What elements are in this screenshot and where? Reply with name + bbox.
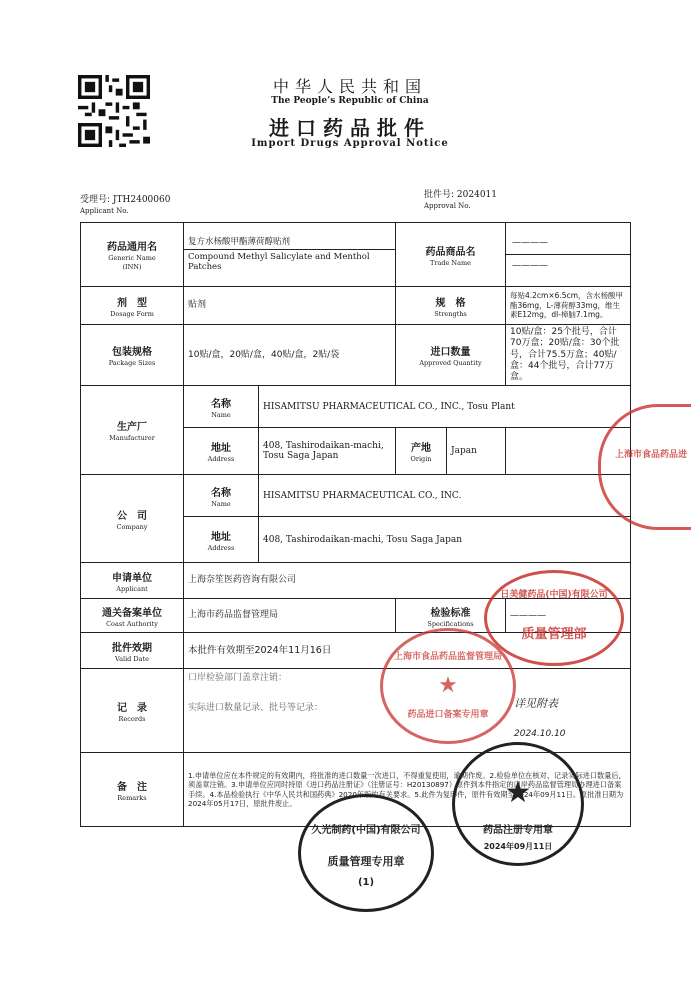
package-value: 10贴/盒，20贴/盒，40贴/盒，2贴/袋 bbox=[184, 325, 396, 386]
strength-value: 每贴4.2cm×6.5cm，含水杨酸甲酯36mg，L-薄荷醇33mg，维生素E12mg，dl-樟脑7.1mg。 bbox=[506, 287, 631, 325]
quantity-value: 10贴/盒：25个批号，合计70万盒；20贴/盒：30个批号，合计75.5万盒；40贴/盒：44个批号，合计77万盒。 bbox=[506, 325, 631, 386]
company-address-label: 地址 Address bbox=[184, 517, 259, 563]
stamp5-text: 上海市食品药品进 bbox=[614, 450, 687, 460]
applicant-no-label-en: Applicant No. bbox=[80, 207, 129, 215]
approval-no: 2024011 bbox=[456, 190, 498, 200]
manufacturer-address: 408, Tashirodaikan-machi, Tosu Saga Japan bbox=[259, 428, 396, 475]
company-label: 公 司 Company bbox=[81, 475, 184, 563]
stamp4-text: 药品注册专用章 bbox=[483, 825, 553, 836]
origin-label: 产地 Origin bbox=[396, 428, 447, 474]
records-label: 记 录 Records bbox=[81, 669, 184, 753]
applicant-no-block bbox=[80, 192, 170, 215]
stamp-quality-management bbox=[298, 794, 434, 912]
company-name: HISAMITSU PHARMACEUTICAL CO., INC. bbox=[259, 475, 631, 517]
stamp-quality-dept bbox=[484, 570, 624, 666]
records-line-2: 实际进口数量记录、批号等记录： bbox=[188, 702, 324, 713]
dosage-value: 贴剂 bbox=[184, 287, 396, 325]
stamp4-date: 2024年09月11日 bbox=[483, 842, 553, 851]
stamp2-top-text: 日美健药品(中国)有限公司 bbox=[500, 590, 608, 600]
stamp1-bottom-text: 药品进口备案专用章 bbox=[407, 710, 489, 720]
stamp2-bottom-text: 质量管理部 bbox=[521, 627, 587, 642]
stamp1-top-text: 上海市食品药品监督管理局 bbox=[393, 652, 502, 662]
applicant-no: JTH2400060 bbox=[112, 195, 171, 205]
manufacturer-label: 生产厂 Manufacturer bbox=[81, 386, 184, 475]
stamp-drug-registration bbox=[452, 742, 584, 866]
generic-value-cn: 复方水杨酸甲酯薄荷醇贴剂 bbox=[184, 235, 395, 251]
applicant-label: 申请单位 Applicant bbox=[81, 563, 184, 599]
generic-label: 药品通用名 Generic Name (INN) bbox=[81, 223, 184, 287]
coast-value: 上海市药品监督管理局 bbox=[184, 599, 396, 633]
star-icon: ★ bbox=[504, 775, 532, 810]
company-address: 408, Tashirodaikan-machi, Tosu Saga Japan bbox=[259, 517, 631, 563]
records-handwriting: 详见附表 bbox=[514, 697, 558, 711]
origin-value: Japan bbox=[451, 446, 477, 457]
validity-label: 批件效期 Valid Date bbox=[81, 633, 184, 669]
remarks-value: 1.申请单位应在本件规定的有效期内，将批准的进口数量一次进口，不得重复使用，逾期作废。2.检验单位在核对、记录实际进口数量后，须盖章注销。3.申请单位应同时持原《进口药品注册证》（注册证号：H20130897）原件到本件指定的口岸药品监督管理局办理进口备案手续。4.本品检验执行《中华人民共和国药典》2020年版的有关要求。5.此件为复印件，原件有效期至2024年09月11日。原批准日期为2024年05月17日，原批件废止。 bbox=[184, 753, 631, 827]
company-name-label: 名称 Name bbox=[184, 475, 259, 517]
generic-value-en: Compound Methyl Salicylate and Menthol Patches bbox=[188, 252, 370, 273]
trade-value-2: ———— bbox=[512, 261, 548, 271]
applicant-no-label: 受理号: bbox=[80, 195, 111, 205]
records-line-1: 口岸检验部门盖章注销： bbox=[188, 673, 288, 684]
spec-label: 检验标准 Specifications bbox=[396, 599, 506, 633]
approval-table bbox=[80, 222, 631, 827]
strength-label: 规 格 Strengths bbox=[396, 287, 506, 325]
name-label: 名称 Name bbox=[184, 386, 259, 428]
stamp3-number: (1) bbox=[357, 877, 375, 888]
trade-value-1: ———— bbox=[506, 232, 630, 255]
star-icon: ★ bbox=[438, 673, 458, 698]
stamp3-bottom-text: 质量管理专用章 bbox=[327, 855, 405, 868]
validity-value: 本批件有效期至2024年11月16日 bbox=[184, 633, 631, 669]
stamp3-top-text: 久光制药(中国)有限公司 bbox=[311, 825, 421, 836]
dosage-label: 剂 型 Dosage Form bbox=[81, 287, 184, 325]
subtitle-cn: 进口药品批件 bbox=[269, 116, 431, 140]
coast-label: 通关备案单位 Coast Authority bbox=[81, 599, 184, 633]
applicant-value: 上海奈笙医药咨询有限公司 bbox=[184, 563, 631, 599]
address-label: 地址 Address bbox=[184, 428, 259, 475]
subtitle-en: Import Drugs Approval Notice bbox=[251, 138, 449, 149]
manufacturer-name: HISAMITSU PHARMACEUTICAL CO., INC., Tosu Plant bbox=[259, 386, 631, 428]
package-label: 包装规格 Package Sizes bbox=[81, 325, 184, 386]
spec-value: ———— bbox=[506, 599, 631, 633]
approval-no-label-en: Approval No. bbox=[424, 202, 471, 210]
approval-no-block bbox=[424, 187, 497, 210]
quantity-label: 进口数量 Approved Quantity bbox=[396, 325, 506, 386]
title-cn: 中华人民共和国 bbox=[272, 77, 427, 96]
remarks-label: 备 注 Remarks bbox=[81, 753, 184, 827]
approval-no-label: 批件号: bbox=[424, 190, 455, 200]
trade-label: 药品商品名 Trade Name bbox=[396, 223, 506, 287]
records-date: 2024.10.10 bbox=[514, 729, 566, 740]
title-en: The People’s Republic of China bbox=[271, 96, 429, 106]
